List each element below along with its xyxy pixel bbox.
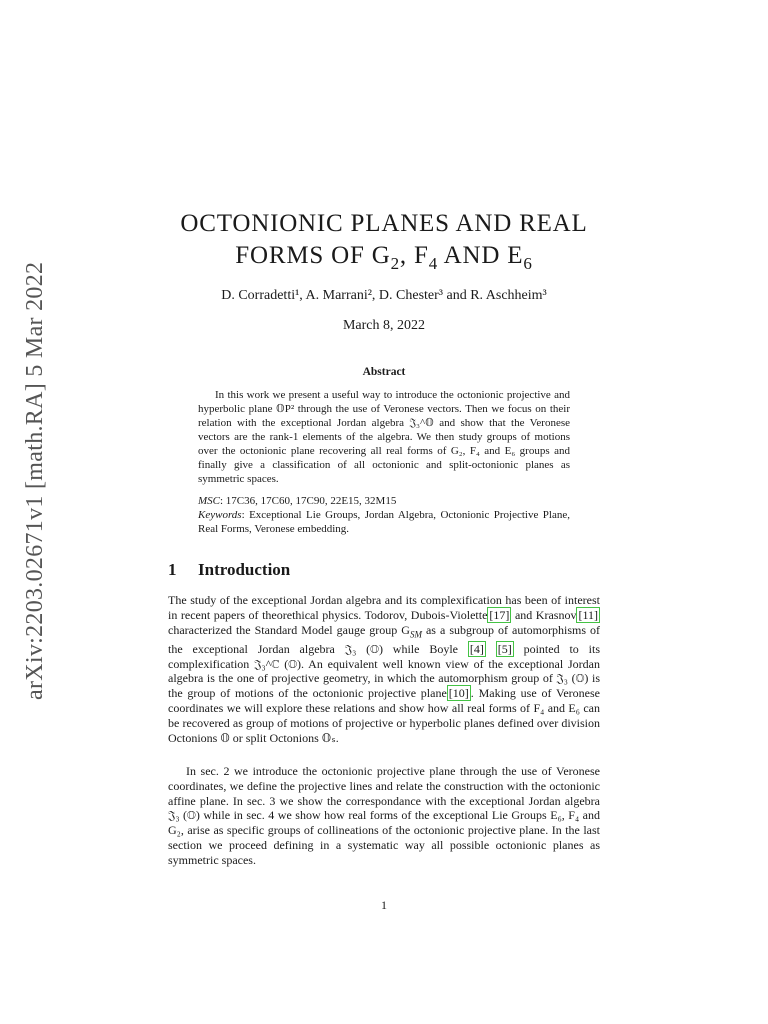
citation-10[interactable]: [10]: [448, 686, 469, 701]
intro-paragraph-2: In sec. 2 we introduce the octonionic projective plane through the use of Veronese coordinates, we define the projective lines and relate the construction with the octonionic affine plane. In sec. 3 we show the correspondance with the exceptional Jordan algebra 𝔍₃ (𝕆) while in sec. 4 we show how real forms of the exceptional Lie Groups E₆, F₄ and G₂, arise as specific groups of collineations of the octonionic projective plane. In the last section we proceed defining in a systematic way all possible octonionic planes as symmetric spaces.: [168, 764, 600, 867]
p1-text-2: and Krasnov: [511, 607, 577, 622]
arxiv-stamp: arXiv:2203.02671v1 [math.RA] 5 Mar 2022: [22, 261, 48, 700]
p1-text-6: . Making use of Veronese coordinates we will explore these relations and show how all real forms of F₄ and E₆ can be recovered as group of motions of projective or hyperbolic planes defined over division Octonions 𝕆 or split Octonions 𝕆ₛ.: [168, 686, 600, 745]
section-heading: [168, 560, 290, 580]
p1-text-5: pointed to its complexification 𝔍₃^ℂ (𝕆). An equivalent well known view of the exceptional Jordan algebra is the one of projective geometry, in which the automorphism group of 𝔍₃ (𝕆) is the group of motions of the octonionic projective plane: [168, 641, 600, 701]
section-number: 1: [168, 560, 177, 579]
title-sub-6: 6: [523, 254, 533, 273]
abstract-text: In this work we present a useful way to introduce the octonionic projective and hyperbolic plane 𝕆P² through the use of Veronese vectors. Then we focus on their relation with the exceptional Jordan algebra 𝔍₃^𝕆 and show that the Veronese vectors are the rank-1 elements of the algebra. We then study groups of motions over the octonionic plane recovering all real forms of G₂, F₄ and E₆ groups and finally give a classification of all octonionic and split-octonionic planes as symmetric spaces.: [198, 389, 570, 485]
title-line-2: [168, 240, 600, 280]
msc-line: [198, 494, 570, 508]
paper-title: [168, 208, 600, 280]
msc-label: MSC: [198, 495, 220, 507]
title-part-3: AND E: [438, 242, 524, 269]
citation-4[interactable]: [4]: [469, 641, 484, 656]
intro-paragraph-1: [168, 593, 600, 745]
keywords-line: [198, 508, 570, 536]
citation-11[interactable]: [11]: [578, 607, 598, 622]
abstract-heading: Abstract: [362, 366, 406, 378]
date: March 8, 2022: [342, 318, 426, 333]
page-number: 1: [381, 898, 387, 912]
keywords-text: : Exceptional Lie Groups, Jordan Algebra, Octonionic Projective Plane, Real Forms, Veronese embedding.: [198, 509, 570, 535]
title-line-1: OCTONIONIC PLANES AND REAL: [180, 210, 588, 237]
p1-text-4: as a subgroup of automorphisms of the exceptional Jordan algebra 𝔍₃ (𝕆) while Boyle: [168, 622, 601, 656]
title-part-2: , F: [399, 242, 429, 269]
p1-text-3: characterized the Standard Model gauge group G: [168, 622, 410, 637]
citation-5[interactable]: [5]: [497, 641, 512, 656]
keywords-label: Keywords: [198, 509, 242, 521]
citation-17[interactable]: [17]: [489, 607, 510, 622]
title-sub-2: 2: [390, 254, 400, 273]
msc-text: : 17C36, 17C60, 17C90, 22E15, 32M15: [220, 495, 397, 507]
title-part-1: FORMS OF G: [235, 242, 391, 269]
p1-text-1: The study of the exceptional Jordan algebra and its complexification has been of interest in recent papers of theorethical physics. Todorov, Dubois-Violette: [168, 593, 600, 622]
authors: D. Corradetti¹, A. Marrani², D. Chester³ and R. Aschheim³: [221, 288, 547, 303]
section-title: Introduction: [198, 560, 291, 579]
title-sub-4: 4: [428, 254, 439, 273]
p1-sub-sm: SM: [409, 628, 422, 639]
